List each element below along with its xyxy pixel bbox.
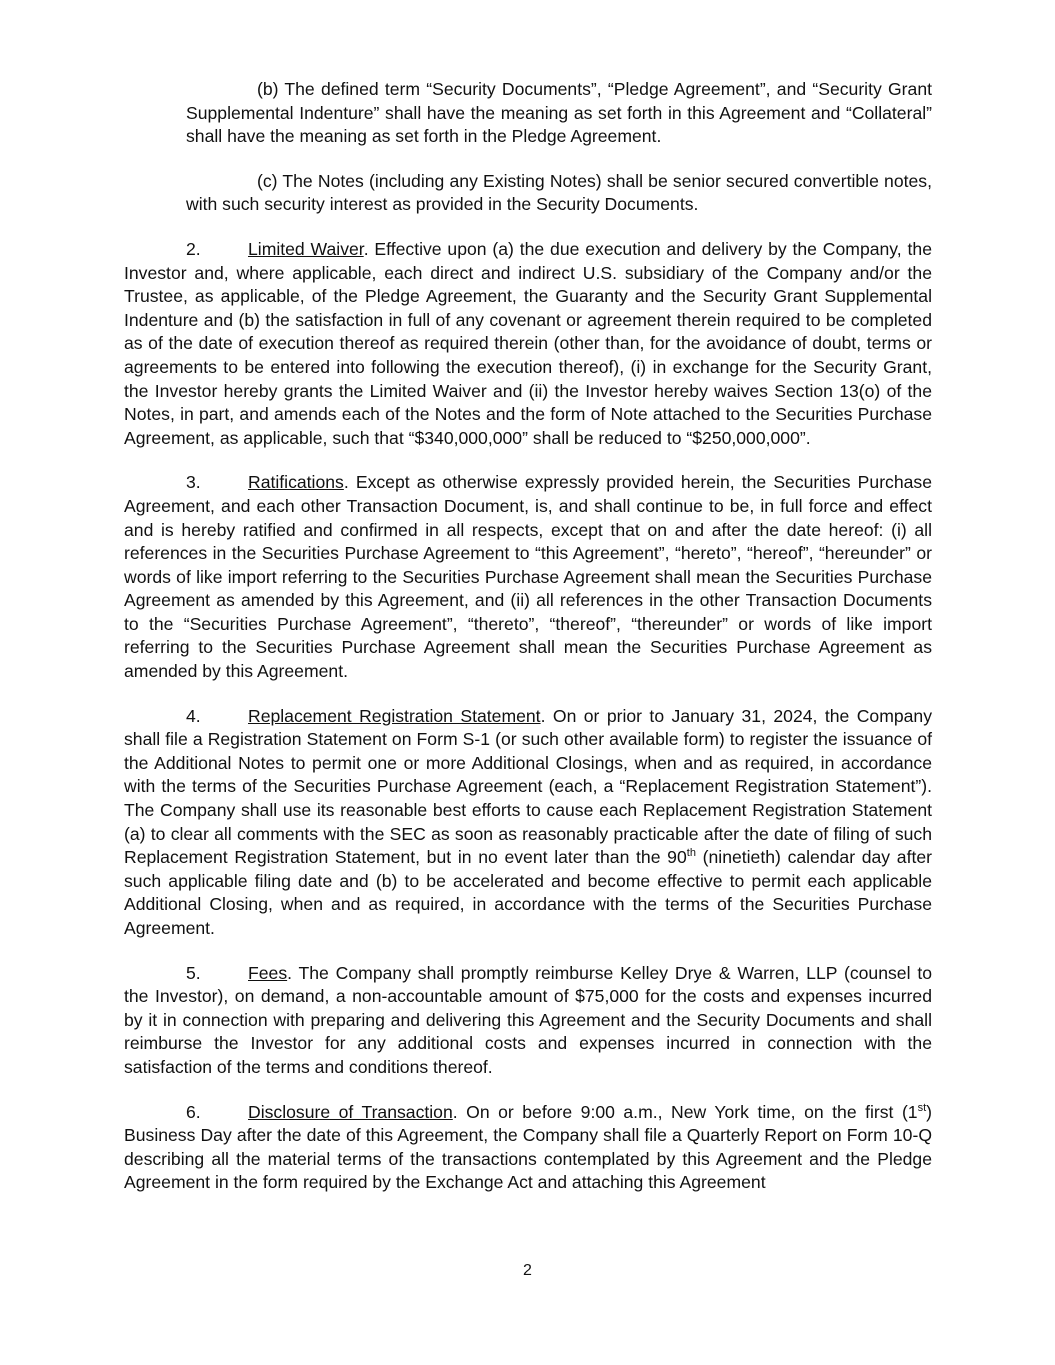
section-5-number: 5. [186, 962, 201, 983]
page-number: 2 [523, 1262, 532, 1279]
section-3-number: 3. [186, 472, 201, 493]
section-4-number: 4. [186, 705, 201, 726]
section-4-text-part-2: (ninetieth) calendar day after such applicable filing date and (b) to be accelerated and become effective to permit each applicable Additional Closing, when and as required, in accordance with the terms of the Securities Purchase Agreement. [124, 847, 932, 938]
section-4-heading: Replacement Registration Statement [248, 705, 541, 726]
section-2-limited-waiver [124, 238, 932, 450]
section-4-replacement-registration-statement [124, 705, 932, 941]
section-6-text-part-1: . On or before 9:00 a.m., New York time, on the first (1 [452, 1101, 918, 1122]
paragraph-b-text: (b) The defined term “Security Documents”, “Pledge Agreement”, and “Security Grant Supplemental Indenture” shall have the meaning as set forth in this Agreement and “Collateral” shall have the meaning as set forth in the Pledge Agreement. [186, 79, 932, 147]
section-2-number: 2. [186, 238, 201, 259]
section-5-fees [124, 962, 932, 1080]
section-6-text-part-2: ) Business Day after the date of this Agreement, the Company shall file a Quarterly Report on Form 10-Q describing all the material terms of the transactions contemplated by this Agreement and the Pledge Agreement in the form required by the Exchange Act and attaching this Agreement [124, 1101, 933, 1193]
paragraph-c [186, 170, 932, 217]
document-page [124, 78, 932, 1216]
section-5-text: . The Company shall promptly reimburse Kelley Drye & Warren, LLP (counsel to the Investor), on demand, a non-accountable amount of $75,000 for the costs and expenses incurred by it in connection with preparing and delivering this Agreement and the Security Documents and shall reimburse the Investor for any additional costs and expenses incurred in connection with the satisfaction of the terms and conditions thereof. [124, 962, 932, 1077]
section-5-heading: Fees [248, 962, 288, 983]
section-6-superscript: st [917, 1101, 927, 1114]
paragraph-b [186, 78, 932, 149]
paragraph-c-text: (c) The Notes (including any Existing Notes) shall be senior secured convertible notes, with such security interest as provided in the Security Documents. [186, 170, 932, 215]
section-6-number: 6. [186, 1101, 201, 1122]
section-2-text: . Effective upon (a) the due execution and delivery by the Company, the Investor and, where applicable, each direct and indirect U.S. subsidiary of the Company and/or the Trustee, as applicable, of the Pledge Agreement, the Guaranty and the Security Grant Supplemental Indenture and (b) the satisfaction in full of any covenant or agreement therein required to be completed as of the date of execution thereof as required therein (other than, for the avoidance of doubt, terms or agreements to be entered into following the execution thereof), (i) in exchange for the Security Grant, the Investor hereby grants the Limited Waiver and (ii) the Investor hereby waives Section 13(o) of the Notes, in part, and amends each of the Notes and the form of Note attached to the Securities Purchase Agreement, as applicable, such that “$340,000,000” shall be reduced to “$250,000,000”. [124, 238, 932, 448]
section-4-superscript: th [686, 847, 696, 860]
section-3-heading: Ratifications [248, 472, 344, 493]
section-3-ratifications [124, 471, 932, 683]
section-6-disclosure-of-transaction [124, 1101, 932, 1195]
section-4-text-part-1: . On or prior to January 31, 2024, the Company shall file a Registration Statement on Form S-1 (or such other available form) to register the issuance of the Additional Notes to permit one or more Additional Closings, when and as required, in accordance with the terms of the Securities Purchase Agreement (each, a “Replacement Registration Statement”). The Company shall use its reasonable best efforts to cause each Replacement Registration Statement (a) to clear all comments with the SEC as soon as reasonably practicable after the date of filing of such Replacement Registration Statement, but in no event later than the 90 [124, 705, 933, 868]
section-6-heading: Disclosure of Transaction [248, 1101, 453, 1122]
section-3-text: . Except as otherwise expressly provided herein, the Securities Purchase Agreement, and each other Transaction Document, is, and shall continue to be, in full force and effect and is hereby ratified and confirmed in all respects, except that on and after the date hereof: (i) all references in the Securities Purchase Agreement to “this Agreement”, “hereto”, “hereof”, “hereunder” or words of like import referring to the Securities Purchase Agreement shall mean the Securities Purchase Agreement as amended by this Agreement, and (ii) all references in the other Transaction Documents to the “Securities Purchase Agreement”, “thereto”, “thereof”, “thereunder” or words of like import referring to the Securities Purchase Agreement shall mean the Securities Purchase Agreement as amended by this Agreement. [124, 472, 932, 682]
section-2-heading: Limited Waiver [248, 238, 364, 259]
